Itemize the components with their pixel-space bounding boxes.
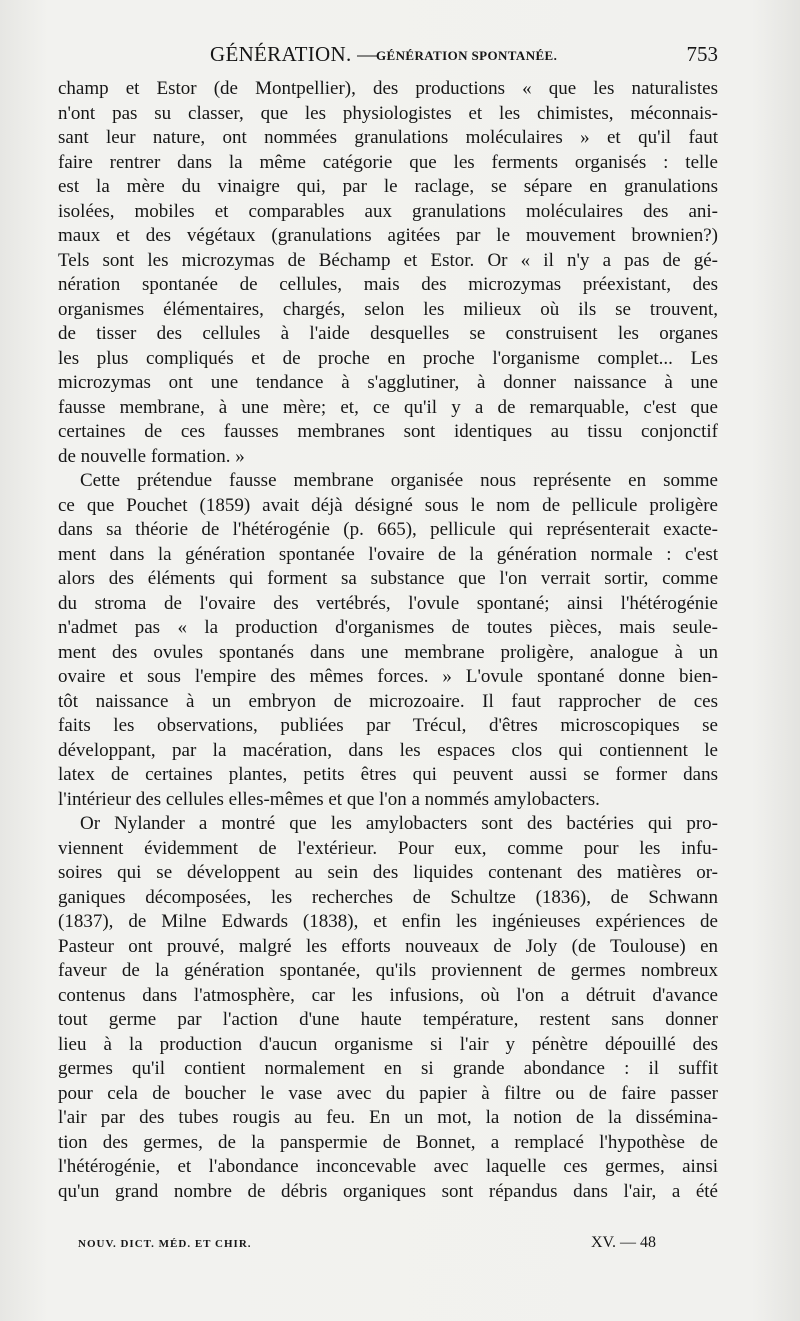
- text-line: faits les observations, publiées par Trécul, d'êtres microscopiques se: [58, 715, 718, 736]
- text-line: Pasteur ont prouvé, malgré les efforts nouveaux de Joly (de Toulouse) en: [58, 935, 718, 957]
- text-line: tion des germes, de la panspermie de Bonnet, a remplacé l'hypothèse de: [58, 1131, 718, 1153]
- text-line: développant, par la macération, dans les espaces clos qui contiennent le: [58, 739, 718, 761]
- text-line: l'air par des tubes rougis au feu. En un mot, la notion de la dissémina-: [58, 1107, 718, 1128]
- text-line: ganiques décomposées, les recherches de Schultze (1836), de Schwann: [58, 886, 718, 908]
- header-subtitle: GÉNÉRATION SPONTANÉE.: [376, 48, 558, 63]
- text-line: (1837), de Milne Edwards (1838), et enfin les ingénieuses expériences de: [58, 911, 718, 932]
- text-line: tôt naissance à un embryon de microzoaire. Il faut rapprocher de ces: [58, 690, 718, 712]
- text-line: l'intérieur des cellules elles-mêmes et que l'on a nommés amylobacters.: [58, 788, 600, 810]
- text-line: ment des ovules spontanés dans une membrane proligère, analogue à un: [58, 641, 718, 663]
- page-number: 753: [686, 42, 718, 66]
- text-line: ce que Pouchet (1859) avait déjà désigné sous le nom de pellicule proligère: [58, 494, 718, 516]
- text-line: viennent évidemment de l'extérieur. Pour eux, comme pour les infu-: [58, 837, 718, 859]
- text-line: Tels sont les microzymas de Béchamp et Estor. Or « il n'y a pas de gé-: [58, 249, 718, 271]
- text-line: organismes élémentaires, chargés, selon les milieux où ils se trouvent,: [58, 298, 718, 320]
- text-line: microzymas ont une tendance à s'agglutiner, à donner naissance à une: [58, 372, 718, 393]
- text-line: de tisser des cellules à l'aide desquelles se construisent les organes: [58, 323, 718, 344]
- text-line: latex de certaines plantes, petits êtres qui peuvent aussi se former dans: [58, 764, 718, 785]
- page-footer: [78, 1234, 656, 1256]
- text-line: contenus dans l'atmosphère, car les infusions, où l'on a détruit d'avance: [58, 984, 718, 1006]
- text-line: ment dans la génération spontanée l'ovaire de la génération normale : c'est: [58, 543, 718, 565]
- header-title: GÉNÉRATION. —: [210, 42, 379, 66]
- body-text: [58, 77, 718, 1204]
- text-line: Cette prétendue fausse membrane organisée nous représente en somme: [80, 470, 718, 491]
- running-header: [58, 40, 718, 74]
- text-line: isolées, mobiles et comparables aux granulations moléculaires des ani-: [58, 200, 718, 222]
- text-line: dans sa théorie de l'hétérogénie (p. 665), pellicule qui représenterait exacte-: [58, 519, 718, 540]
- text-line: Or Nylander a montré que les amylobacters sont des bactéries qui pro-: [80, 813, 718, 834]
- text-line: alors des éléments qui forment sa substance que l'on verrait sortir, comme: [58, 568, 718, 589]
- text-line: du stroma de l'ovaire des vertébrés, l'ovule spontané; ainsi l'hétérogénie: [58, 592, 718, 614]
- text-line: ovaire et sous l'empire des mêmes forces. » L'ovule spontané donne bien-: [58, 666, 718, 687]
- text-line: fausse membrane, à une mère; et, ce qu'il y a de remarquable, c'est que: [58, 396, 718, 418]
- text-line: champ et Estor (de Montpellier), des productions « que les naturalistes: [58, 78, 718, 99]
- text-line: sant leur nature, ont nommées granulations moléculaires » et qu'il faut: [58, 127, 718, 148]
- text-line: les plus compliqués et de proche en proche l'organisme complet... Les: [58, 347, 718, 369]
- text-line: qu'un grand nombre de débris organiques sont répandus dans l'air, a été: [58, 1180, 718, 1202]
- text-line: n'ont pas su classer, que les physiologistes et les chimistes, méconnais-: [58, 102, 718, 124]
- footer-publication: NOUV. DICT. MÉD. ET CHIR.: [78, 1238, 252, 1250]
- text-line: nération spontanée de cellules, mais des microzymas préexistant, des: [58, 274, 718, 295]
- text-line: soires qui se développent au sein des liquides contenant des matières or-: [58, 862, 718, 883]
- text-line: germes qu'il contient normalement en si grande abondance : il suffit: [58, 1058, 718, 1079]
- text-line: de nouvelle formation. »: [58, 445, 245, 467]
- text-line: lieu à la production d'aucun organisme si l'air y pénètre dépouillé des: [58, 1033, 718, 1055]
- text-line: pour cela de boucher le vase avec du papier à filtre ou de faire passer: [58, 1082, 718, 1104]
- text-line: certaines de ces fausses membranes sont identiques au tissu conjonctif: [58, 421, 718, 442]
- text-line: maux et des végétaux (granulations agitées par le mouvement brownien?): [58, 225, 718, 246]
- text-line: faveur de la génération spontanée, qu'ils proviennent de germes nombreux: [58, 960, 718, 981]
- text-line: est la mère du vinaigre qui, par le raclage, se sépare en granulations: [58, 176, 718, 197]
- text-line: n'admet pas « la production d'organismes de toutes pièces, mais seule-: [58, 617, 718, 638]
- text-line: tout germe par l'action d'une haute température, restent sans donner: [58, 1009, 718, 1030]
- text-line: l'hétérogénie, et l'abondance inconcevable avec laquelle ces germes, ainsi: [58, 1156, 718, 1177]
- footer-signature: XV. — 48: [590, 1234, 656, 1251]
- text-line: faire rentrer dans la même catégorie que les ferments organisés : telle: [58, 151, 718, 173]
